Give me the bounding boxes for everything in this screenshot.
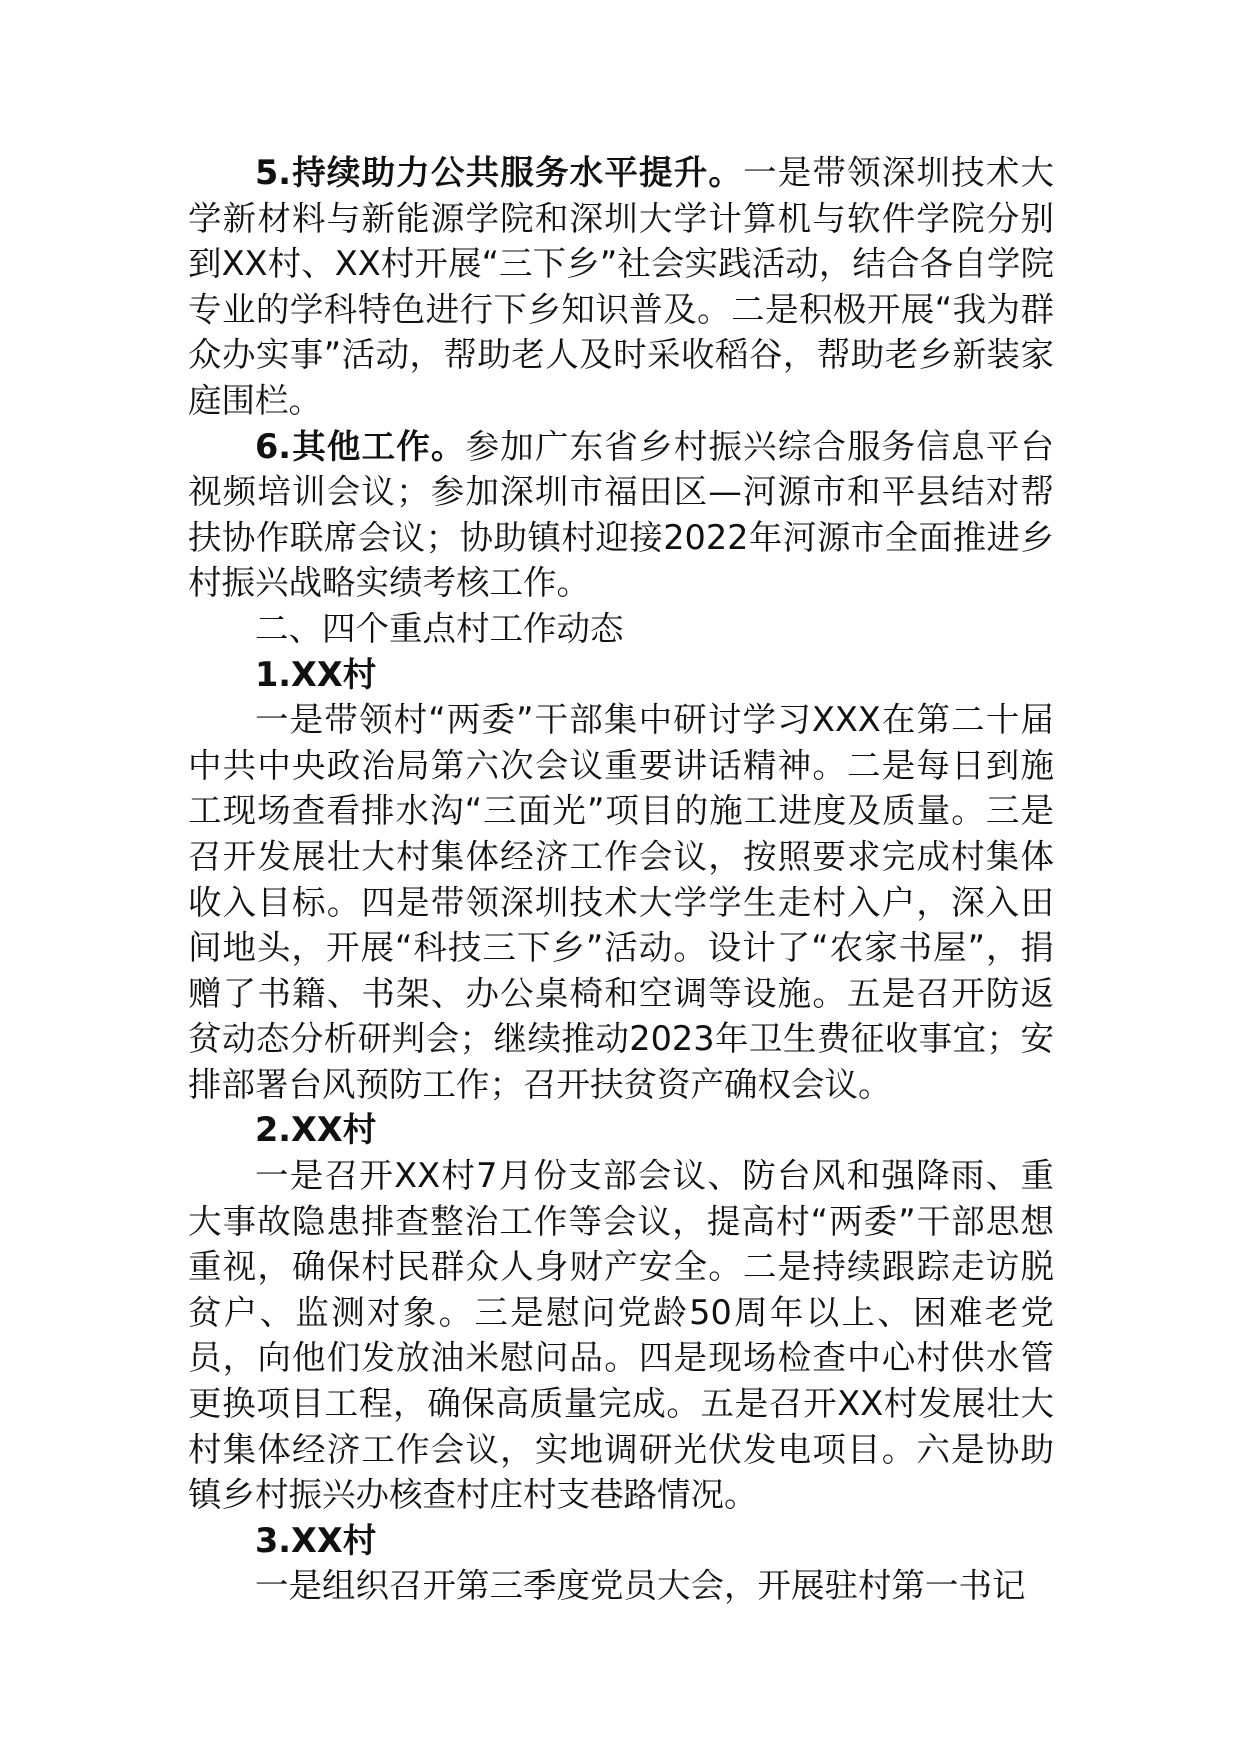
paragraph-lead: 5.持续助力公共服务水平提升。 (255, 153, 744, 192)
paragraph-text: 一是组织召开第三季度党员大会，开展驻村第一书记 (255, 1566, 1026, 1606)
village-heading-1: 1.XX村 (255, 654, 377, 694)
paragraph-other-work (188, 424, 1054, 606)
village-heading-2: 2.XX村 (255, 1110, 377, 1150)
village-heading-3: 3.XX村 (255, 1520, 377, 1560)
paragraph-text: 一是召开XX村7月份支部会议、防台风和强降雨、重大事故隐患排查整治工作等会议，提高村“两委”干部思想重视，确保村民群众人身财产安全。二是持续跟踪走访脱贫户、监测对象。三是慰问党龄50周年以上、困难老党员，向他们发放油米慰问品。四是现场检查中心村供水管更换项目工程，确保高质量完成。五是召开XX村发展壮大村集体经济工作会议，实地调研光伏发电项目。六是协助镇乡村振兴办核查村庄村支巷路情况。 (188, 1156, 1054, 1515)
paragraph-text: 一是带领村“两委”干部集中研讨学习XXX在第二十届中共中央政治局第六次会议重要讲话精神。二是每日到施工现场查看排水沟“三面光”项目的施工进度及质量。三是召开发展壮大村集体经济工作会议，按照要求完成村集体收入目标。四是带领深圳技术大学学生走村入户，深入田间地头，开展“科技三下乡”活动。设计了“农家书屋”，捐赠了书籍、书架、办公桌椅和空调等设施。五是召开防返贫动态分析研判会；继续推动2023年卫生费征收事宜；安排部署台风预防工作；召开扶贫资产确权会议。 (188, 700, 1054, 1104)
paragraph-lead: 6.其他工作。 (255, 426, 466, 466)
paragraph-village-1 (188, 697, 1054, 1107)
paragraph-text: 一是带领深圳技术大学新材料与新能源学院和深圳大学计算机与软件学院分别到XX村、XX村开展“三下乡”社会实践活动，结合各自学院专业的学科特色进行下乡知识普及。二是积极开展“我为群众办实事”活动，帮助老人及时采收稻谷，帮助老乡新装家庭围栏。 (188, 153, 1054, 420)
paragraph-village-3 (188, 1563, 1054, 1609)
paragraph-text: 参加广东省乡村振兴综合服务信息平台视频培训会议；参加深圳市福田区—河源市和平县结对帮扶协作联席会议；协助镇村迎接2022年河源市全面推进乡村振兴战略实绩考核工作。 (188, 426, 1054, 603)
document-body (188, 150, 1054, 1609)
section-heading: 二、四个重点村工作动态 (255, 608, 624, 648)
paragraph-public-service (188, 150, 1054, 424)
paragraph-village-2 (188, 1153, 1054, 1518)
